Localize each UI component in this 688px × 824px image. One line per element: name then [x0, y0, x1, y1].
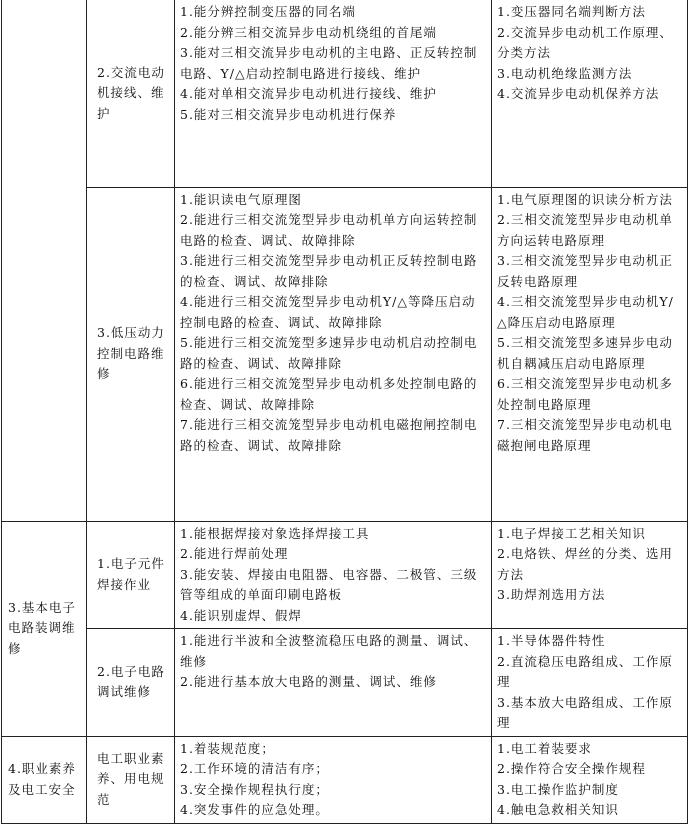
table-row: [2, 187, 688, 521]
skill-item: 2.能进行三相交流笼型异步电动机单方向运转控制电路的检查、调试、故障排除: [180, 212, 478, 248]
knowledge-item: 3.电工操作监护制度: [497, 781, 619, 797]
unit-cell: 电工职业素养、用电规范: [87, 736, 175, 823]
skill-item: 2.能进行基本放大电路的测量、调试、维修: [180, 674, 437, 689]
skill-item: 5.能进行三相交流笼型多速异步电动机启动控制电路的检查、调试、故障排除: [180, 335, 478, 371]
knowledge-item: 4.交流异步电动机保养方法: [497, 86, 660, 101]
skill-item: 3.能安装、焊接由电阻器、电容器、二极管、三级管等组成的单面印刷电路板: [180, 566, 478, 602]
skills-cell: [175, 0, 492, 187]
skill-item: 7.能进行三相交流笼型异步电动机电磁抱闸控制电路的检查、调试、故障排除: [180, 417, 478, 453]
knowledge-item: 3.电动机绝缘监测方法: [497, 65, 633, 81]
skill-item: 4.能进行三相交流笼型异步电动机Y/△等降压启动控制电路的检查、调试、故障排除: [180, 294, 476, 330]
skill-item: 2.工作环境的清洁有序；: [180, 761, 329, 776]
knowledge-item: 4.三相交流笼型异步电动机Y/△降压启动电路原理: [497, 294, 674, 330]
skill-item: 1.能识读电气原理图: [180, 191, 302, 207]
skill-item: 1.能根据焊接对象选择焊接工具: [180, 525, 370, 541]
skill-item: 3.能进行三相交流笼型异步电动机正反转控制电路的检查、调试、故障排除: [180, 253, 478, 289]
skills-cell: [175, 187, 492, 521]
skill-item: 5.能对三相交流异步电动机进行保养: [180, 106, 397, 122]
module-cell: 4.职业素养及电工安全: [2, 736, 87, 823]
knowledge-cell: [492, 736, 688, 823]
knowledge-item: 2.操作符合安全操作规程: [497, 761, 646, 776]
skills-cell: [175, 629, 492, 737]
knowledge-item: 1.半导体器件特性: [497, 633, 606, 648]
knowledge-item: 1.电气原理图的识读分析方法: [497, 191, 673, 207]
skills-cell: [175, 736, 492, 823]
skills-table: [1, 0, 688, 824]
skill-item: 4.能识别虚焊、假焊: [180, 607, 302, 623]
knowledge-item: 2.三相交流笼型异步电动机单方向运转电路原理: [497, 212, 673, 248]
skill-item: 2.能进行焊前处理: [180, 546, 289, 561]
skill-item: 6.能进行三相交流笼型异步电动机多处控制电路的检查、调试、故障排除: [180, 376, 478, 412]
knowledge-cell: [492, 0, 688, 187]
knowledge-item: 3.三相交流笼型异步电动机正反转电路原理: [497, 253, 673, 289]
knowledge-item: 2.直流稳压电路组成、工作原理: [497, 653, 673, 689]
module-cell: 3.基本电子电路装调维修: [2, 521, 87, 736]
table-row: [2, 521, 688, 629]
knowledge-item: 1.电子焊接工艺相关知识: [497, 525, 646, 541]
knowledge-item: 5.三相交流笼型多速异步电动机自耦减压启动电路原理: [497, 335, 673, 371]
knowledge-item: 7.三相交流笼型异步电动机电磁抱闸电路原理: [497, 417, 673, 453]
knowledge-item: 1.电工着装要求: [497, 740, 592, 756]
skill-item: 1.着装规范度；: [180, 740, 275, 756]
knowledge-item: 6.三相交流笼型异步电动机多处控制电路原理: [497, 376, 673, 412]
knowledge-cell: [492, 521, 688, 629]
knowledge-item: 2.电烙铁、焊丝的分类、选用方法: [497, 546, 673, 582]
skill-item: 3.安全操作规程执行度；: [180, 781, 329, 797]
skill-item: 1.能分辨控制变压器的同名端: [180, 4, 356, 19]
knowledge-item: 3.助焊剂选用方法: [497, 587, 606, 602]
skill-item: 3.能对三相交流异步电动机的主电路、正反转控制电路、Y/△启动控制电路进行接线、维护: [180, 45, 478, 81]
table-row: [2, 736, 688, 823]
skills-cell: [175, 521, 492, 629]
unit-cell: 2.交流电动机接线、维护: [87, 0, 175, 187]
unit-cell: 3.低压动力控制电路维修: [87, 187, 175, 521]
unit-cell: 2.电子电路调试维修: [87, 629, 175, 737]
table-row: [2, 0, 688, 187]
skill-item: 1.能进行半波和全波整流稳压电路的测量、调试、维修: [180, 633, 478, 669]
module-cell: [2, 0, 87, 521]
knowledge-item: 3.基本放大电路组成、工作原理: [497, 694, 673, 730]
unit-cell: 1.电子元件焊接作业: [87, 521, 175, 629]
knowledge-item: 4.触电急救相关知识: [497, 802, 619, 817]
knowledge-item: 2.交流异步电动机工作原理、分类方法: [497, 24, 673, 60]
table-row: [2, 629, 688, 737]
skill-item: 2.能分辨三相交流异步电动机绕组的首尾端: [180, 24, 437, 40]
knowledge-item: 1.变压器同名端判断方法: [497, 4, 646, 19]
knowledge-cell: [492, 629, 688, 737]
skill-item: 4.能对单相交流异步电动机进行接线、维护: [180, 86, 437, 101]
skill-item: 4.突发事件的应急处理。: [180, 802, 329, 817]
knowledge-cell: [492, 187, 688, 521]
